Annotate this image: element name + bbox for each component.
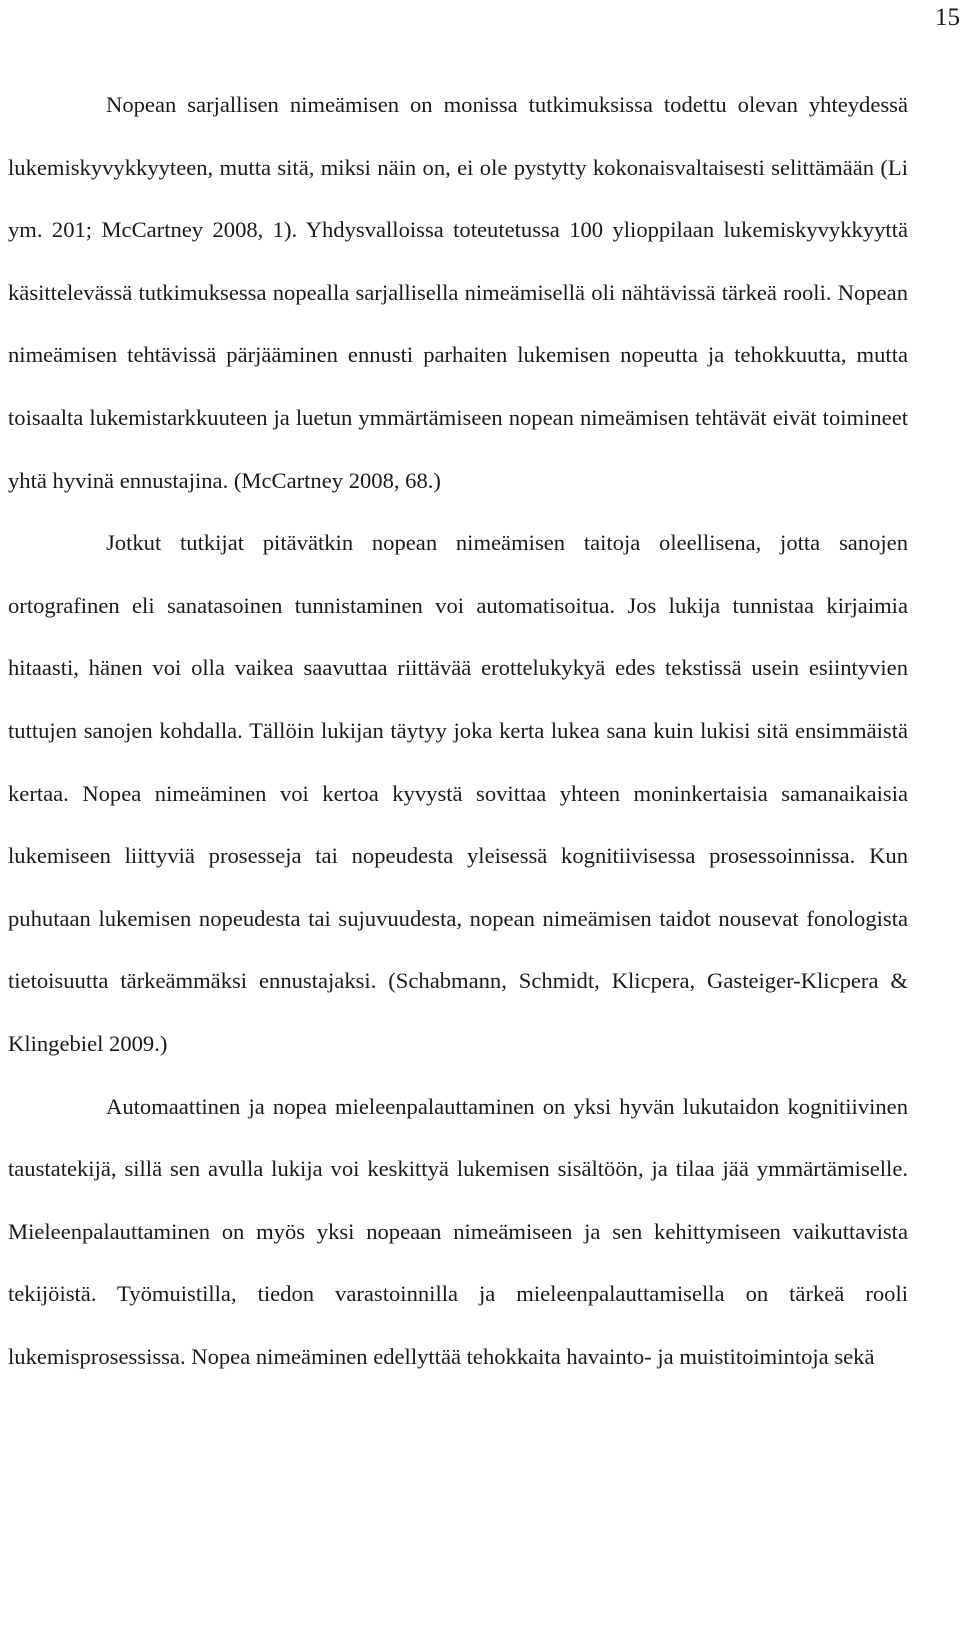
paragraph-orthographic-recognition: Jotkut tutkijat pitävätkin nopean nimeämisen taitoja oleellisena, jotta sanojen ortografinen eli sanatasoinen tunnistaminen voi automatisoitua. Jos lukija tunnistaa kirjaimia hitaasti, hänen voi olla vaikea saavuttaa riittävää erottelukykyä edes tekstissä usein esiintyvien tuttujen sanojen kohdalla. Tällöin lukijan täytyy joka kerta lukea sana kuin lukisi sitä ensimmäistä kertaa. Nopea nimeäminen voi kertoa kyvystä sovittaa yhteen moninkertaisia samanaikaisia lukemiseen liittyviä prosesseja tai nopeudesta yleisessä kognitiivisessa prosessoinnissa. Kun puhutaan lukemisen nopeudesta tai sujuvuudesta, nopean nimeämisen taidot nousevat fonologista tietoisuutta tärkeämmäksi ennustajaksi. (Schabmann, Schmidt, Klicpera, Gasteiger-Klicpera & Klingebiel 2009.) xyxy=(8,530,908,1056)
page-number: 15 xyxy=(935,4,960,31)
document-body xyxy=(8,74,908,1388)
paragraph-rapid-naming-research: Nopean sarjallisen nimeämisen on monissa tutkimuksissa todettu olevan yhteydessä lukemiskyvykkyyteen, mutta sitä, miksi näin on, ei ole pystytty kokonaisvaltaisesti selittämään (Li ym. 201; McCartney 2008, 1). Yhdysvalloissa toteutetussa 100 ylioppilaan lukemiskyvykkyyttä käsittelevässä tutkimuksessa nopealla sarjallisella nimeämisellä oli nähtävissä tärkeä rooli. Nopean nimeämisen tehtävissä pärjääminen ennusti parhaiten lukemisen nopeutta ja tehokkuutta, mutta toisaalta lukemistarkkuuteen ja luetun ymmärtämiseen nopean nimeämisen tehtävät eivät toimineet yhtä hyvinä ennustajina. (McCartney 2008, 68.) xyxy=(8,92,908,493)
paragraph-memory-retrieval: Automaattinen ja nopea mieleenpalauttaminen on yksi hyvän lukutaidon kognitiivinen taustatekijä, sillä sen avulla lukija voi keskittyä lukemisen sisältöön, ja tilaa jää ymmärtämiselle. Mieleenpalauttaminen on myös yksi nopeaan nimeämiseen ja sen kehittymiseen vaikuttavista tekijöistä. Työmuistilla, tiedon varastoinnilla ja mieleenpalauttamisella on tärkeä rooli lukemisprosessissa. Nopea nimeäminen edellyttää tehokkaita havainto- ja muistitoimintoja sekä xyxy=(8,1093,908,1369)
